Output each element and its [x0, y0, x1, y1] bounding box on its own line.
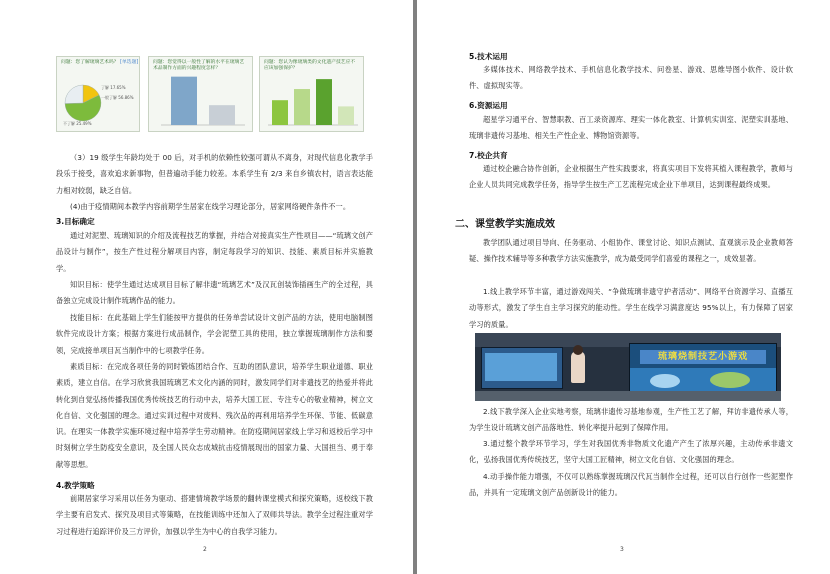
bar-chart-1	[149, 57, 252, 131]
heading-resources: 6.资源运用	[469, 101, 508, 110]
pie-chart	[57, 57, 139, 131]
paragraph-heritage-interest: 3.通过整个教学环节学习，学生对我国优秀非物质文化遗产产生了浓厚兴趣，主动传承非遗文化，弘扬我国优秀传统技艺，坚守大国工匠精神，树立文化自信、文化强国的理念。	[469, 439, 793, 465]
pie-label-2: 一般了解 56.86%	[101, 95, 134, 100]
heading-technology: 5.技术运用	[469, 52, 508, 61]
paragraph-online-teaching: 1.线上教学环节丰富，通过游戏闯关、“争做琉璃非遗守护者活动”、网络平台资源学习、直播互动等形式，激发了学生自主学习探究的能动性。学生在线学习满意度达 95%以上，有力保障了居家学习的质量。	[469, 287, 793, 329]
survey-figure-bar-2	[259, 56, 364, 132]
page-number: 2	[203, 546, 207, 553]
heading-strategy: 4.教学策略	[56, 481, 95, 490]
bar-3	[316, 79, 332, 125]
pie-slice-3	[65, 85, 83, 104]
right-page	[417, 0, 830, 574]
paragraph-offline-teaching: 2.线下教学深入企业实地考察，琉璃非遗传习基地参观，生产性工艺了解，拜访非遗传承人等，为学生设计琉璃文创产品落地性、转化率提升起到了保障作用。	[469, 407, 793, 433]
left-page	[0, 0, 413, 574]
paragraph-goal: 通过对泥塑、琉璃知识的介绍及流程技艺的掌握，并结合对接真实生产性项目——“琉璃文创产品设计与制作”，按生产性过程分解项目内容，制定每段学习的知识、技能、素质目标并实施教学。	[56, 231, 373, 273]
teacher-figure	[571, 351, 585, 383]
paragraph-skill-goal: 技能目标：在此基础上学生们能按甲方提供的任务单尝试设计文创产品的方法，使用电脑制图软件完成设计方案；根据方案进行成品制作，学会泥塑工具的使用，独立掌握琉璃制作方法和要领，完成接单项目瓦当制作中的七项教学任务。	[56, 313, 373, 355]
figure-question: 问题：您觉得以一般性了解的水平在琉璃艺术品制作方面的兴趣程度怎样？	[153, 60, 245, 71]
figure-question: 问题：您认为像琉璃类的文化遗产技艺应不应该加强保护？	[264, 60, 356, 71]
bar-1	[272, 100, 288, 125]
game-banner: 琉璃烧制技艺小游戏	[640, 350, 766, 364]
paragraph-technology: 多媒体技术、网络教学技术、手机信息化教学技术、问卷星、游戏、思维导图小软件、设计软件、虚拟现实等。	[469, 65, 793, 91]
pie-label-1: 了解 17.65%	[101, 85, 126, 90]
pie-label-3: 不了解 25.49%	[63, 121, 92, 126]
heading-school-enterprise: 7.校企共育	[469, 151, 508, 160]
question-type-tag: [单选题]	[120, 60, 139, 65]
survey-figure-pie	[56, 56, 140, 132]
paragraph-network: (4)由于疫情期间本教学内容前期学生居家在线学习理论部分，居家网络硬件条件不一。	[70, 202, 351, 211]
main-screen	[629, 343, 777, 393]
paragraph-student-age: （3）19 级学生年龄均处于 00 后，对手机的依赖性较强可谓从不离身，对现代信息化教学手段乐于接受，喜欢追求新事物，但普遍动手能力较差。本系学生有 2/3 来自乡镇农村，语言表达能力相对较弱，缺乏自信。	[56, 153, 373, 195]
paragraph-hands-on: 4.动手操作能力增强，不仅可以熟练掌握琉璃汉代瓦当制作全过程，还可以自行创作一些泥塑作品，并具有一定琉璃文创产品创新设计的能力。	[469, 472, 793, 498]
heading-goal: 3.目标确定	[56, 217, 95, 226]
paragraph-resources: 超星学习通平台、智慧职教、百工录资源库、理实一体化教室、计算机实训室、泥塑实训基地、琉璃非遗传习基地、相关生产性企业、博物馆资源等。	[469, 115, 793, 141]
figure-question: 问题：您了解琉璃艺术吗？	[61, 60, 119, 65]
bar-4	[338, 106, 354, 125]
bar-2	[209, 105, 235, 125]
section-heading-results: 二、课堂教学实施成效	[455, 219, 555, 230]
bar-2	[294, 89, 310, 125]
bar-chart-2	[260, 57, 363, 131]
classroom-photo	[475, 333, 781, 401]
bar-1	[171, 77, 197, 125]
paragraph-strategy: 前期居家学习采用以任务为驱动、搭建情境教学场景的翻转课堂模式和探究策略，返校线下教学主要有启发式、探究及项目式等策略，在技能训练中还加入了双师共导法。教学全过程注重对学习过程进行追踪评价及三方评价，加强以学生为中心的自我学习能力。	[56, 494, 373, 536]
paragraph-knowledge-goal: 知识目标：使学生通过达成项目目标了解非遗“琉璃艺术”及汉瓦创装饰插画生产的全过程，具备独立完成设计制作琉璃作品的能力。	[56, 280, 373, 306]
paragraph-school-enterprise: 通过校企融合协作创新，企业根据生产性实践要求，将真实项目下发将其植入课程教学，教师与企业人员共同完成教学任务，指导学生按生产工艺流程完成企业下单项目，达到课程最终成果。	[469, 164, 793, 190]
paragraph-quality-goal: 素质目标：在完成各项任务的同时锻炼团结合作、互助的团队意识，培养学生职业道德、职业素质，建立自信。在学习欣赏我国琉璃艺术文化内涵的同时，激发同学们对非遗技艺的热爱并将此转化到自觉弘扬传播我国优秀传统技艺的行动中去，培养大国工匠、专注专心的敬业精神，树立文化自信、文化强国的理念。通过实训过程中对废料、残次品的再利用培养学生环保、节能、低碳意识。在理实一体教学实施环境过程中培养学生劳动精神。在防疫期间居家线上学习和返校后学习中时刻树立学生防疫安全意识，及全国人民众志成城抗击疫情展现出的国家力量、大国担当、勇于奉献等思想。	[56, 362, 373, 469]
survey-figure-bar-1	[148, 56, 253, 132]
page-number: 3	[620, 546, 624, 553]
paragraph-results-intro: 教学团队通过项目导向、任务驱动、小组协作、课堂讨论、知识点测试、直观演示及企业教师答疑、操作技术辅导等多种教学方法实施教学，成为最受同学们喜爱的课程之一，成效显著。	[469, 238, 793, 264]
